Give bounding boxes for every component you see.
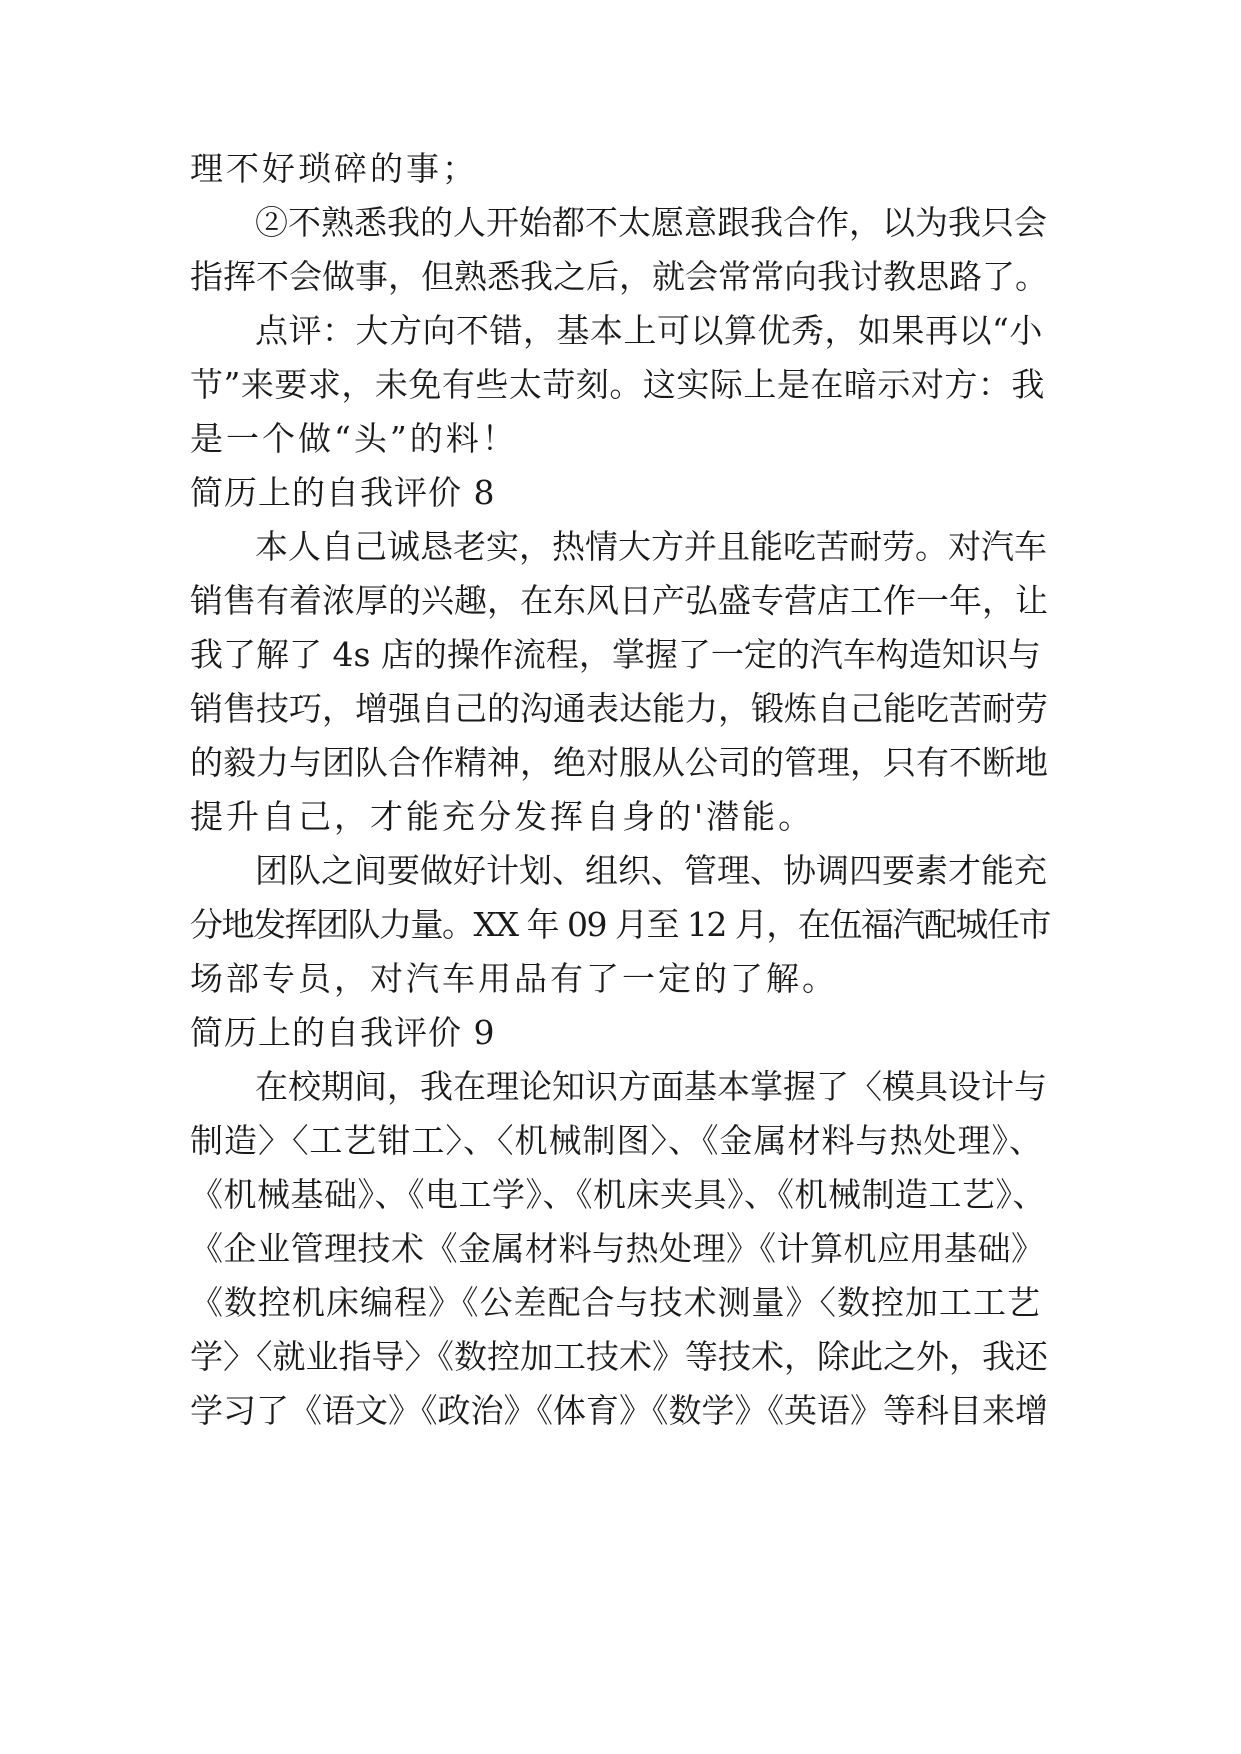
body-line: 场部专员，对汽车用品有了一定的了解。 xyxy=(190,959,838,998)
body-line: ②不熟悉我的人开始都不太愿意跟我合作，以为我只会 xyxy=(255,203,1047,242)
body-line: 指挥不会做事，但熟悉我之后，就会常常向我讨教思路了。 xyxy=(190,257,1048,296)
body-line: 销售技巧，增强自己的沟通表达能力，锻炼自己能吃苦耐劳 xyxy=(190,689,1048,728)
section-heading: 简历上的自我评价 9 xyxy=(190,1013,496,1052)
body-line: 销售有着浓厚的兴趣，在东风日产弘盛专营店工作一年，让 xyxy=(190,581,1048,620)
body-line: 我了解了 4s 店的操作流程，掌握了一定的汽车构造知识与 xyxy=(190,635,1041,674)
section-heading: 简历上的自我评价 8 xyxy=(190,473,496,512)
body-line: 分地发挥团队力量。XX 年 09 月至 12 月，在伍福汽配城任市 xyxy=(190,905,1050,944)
body-line: 节”来要求，未免有些太苛刻。这实际上是在暗示对方：我 xyxy=(190,365,1045,404)
body-line: 学〉〈就业指导〉《数控加工技术》等技术，除此之外，我还 xyxy=(190,1337,1048,1376)
body-line: 《企业管理技术《金属材料与热处理》《计算机应用基础》 xyxy=(190,1229,1045,1268)
body-line: 的毅力与团队合作精神，绝对服从公司的管理，只有不断地 xyxy=(190,743,1048,782)
body-line: 提升自己，才能充分发挥自身的'潜能。 xyxy=(190,797,815,836)
body-line: 《机械基础》、《电工学》、《机床夹具》、《机械制造工艺》、 xyxy=(190,1175,1046,1214)
body-line: 在校期间，我在理论知识方面基本掌握了〈模具设计与 xyxy=(255,1067,1047,1106)
body-line: 《数控机床编程》《公差配合与技术测量》〈数控加工工艺 xyxy=(190,1283,1041,1322)
body-line: 是一个做“头”的料！ xyxy=(190,419,518,458)
body-line: 理不好琐碎的事； xyxy=(190,149,478,188)
body-line: 制造〉〈工艺钳工〉、〈机械制图〉、《金属材料与热处理》、 xyxy=(190,1121,1043,1160)
body-line: 学习了《语文》《政治》《体育》《数学》《英语》等科目来增 xyxy=(190,1391,1048,1430)
body-line: 本人自己诚恳老实，热情大方并且能吃苦耐劳。对汽车 xyxy=(255,527,1047,566)
body-line: 点评：大方向不错，基本上可以算优秀，如果再以“小 xyxy=(255,311,1043,350)
body-line: 团队之间要做好计划、组织、管理、协调四要素才能充 xyxy=(255,851,1047,890)
